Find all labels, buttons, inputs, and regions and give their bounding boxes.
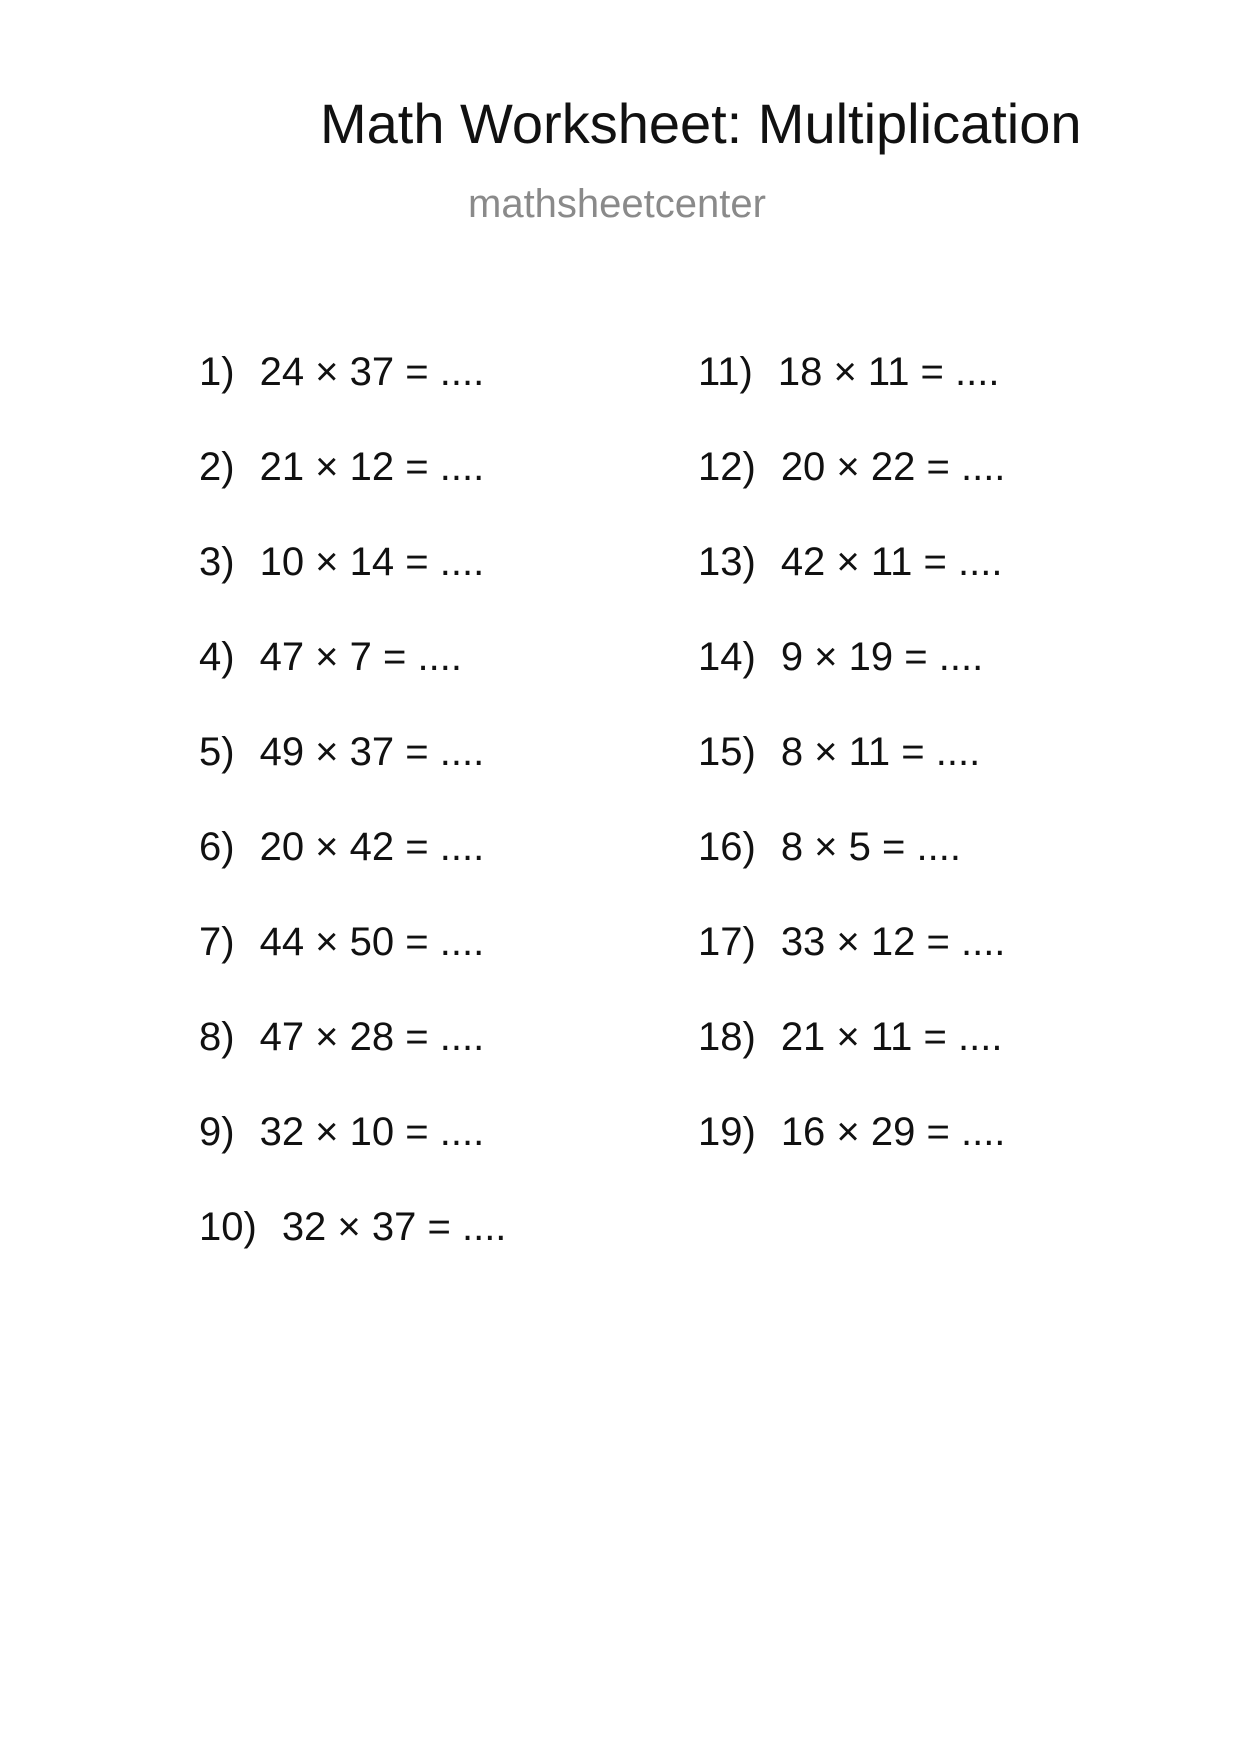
problem-expression: 16 × 29 = ....	[780, 1110, 1006, 1154]
problem-item	[199, 918, 506, 1013]
problem-item	[199, 1013, 506, 1108]
problem-expression: 10 × 14 = ....	[259, 540, 485, 584]
problem-number: 15)	[698, 730, 756, 774]
problem-item	[698, 1013, 1005, 1108]
problem-expression: 9 × 19 = ....	[780, 635, 984, 679]
problem-item	[199, 1203, 506, 1298]
worksheet-source: mathsheetcenter	[468, 182, 766, 226]
problem-number: 19)	[698, 1110, 756, 1154]
problem-expression: 20 × 22 = ....	[780, 445, 1006, 489]
problem-item	[199, 1108, 506, 1203]
problem-expression: 49 × 37 = ....	[259, 730, 485, 774]
problem-expression: 32 × 10 = ....	[259, 1110, 485, 1154]
problem-expression: 47 × 7 = ....	[259, 635, 462, 679]
problem-number: 13)	[698, 540, 756, 584]
problem-expression: 8 × 11 = ....	[780, 730, 981, 774]
problem-item	[199, 348, 506, 443]
problem-item	[698, 728, 1005, 823]
problem-expression: 21 × 12 = ....	[259, 445, 485, 489]
problem-expression: 44 × 50 = ....	[259, 920, 485, 964]
problem-expression: 24 × 37 = ....	[259, 350, 485, 394]
problem-expression: 32 × 37 = ....	[281, 1205, 507, 1249]
problem-number: 9)	[199, 1110, 235, 1154]
problem-number: 14)	[698, 635, 756, 679]
problem-expression: 33 × 12 = ....	[780, 920, 1006, 964]
problem-number: 10)	[199, 1205, 257, 1249]
problem-number: 11)	[698, 350, 753, 394]
problem-item	[698, 348, 1005, 443]
worksheet-title: Math Worksheet: Multiplication	[320, 92, 1082, 155]
problem-number: 6)	[199, 825, 235, 869]
problem-item	[199, 728, 506, 823]
problem-item	[199, 538, 506, 633]
problem-item	[698, 1108, 1005, 1203]
problem-number: 17)	[698, 920, 756, 964]
problem-item	[698, 633, 1005, 728]
problem-number: 18)	[698, 1015, 756, 1059]
problems-left-column	[199, 348, 506, 1298]
problem-expression: 8 × 5 = ....	[780, 825, 961, 869]
problem-number: 12)	[698, 445, 756, 489]
problem-number: 3)	[199, 540, 235, 584]
problem-item	[199, 823, 506, 918]
problem-number: 4)	[199, 635, 235, 679]
problem-item	[199, 443, 506, 538]
problem-number: 5)	[199, 730, 235, 774]
problem-expression: 42 × 11 = ....	[780, 540, 1003, 584]
problem-item	[698, 918, 1005, 1013]
problem-number: 1)	[199, 350, 235, 394]
problem-number: 2)	[199, 445, 235, 489]
problem-number: 7)	[199, 920, 235, 964]
problems-right-column	[698, 348, 1005, 1203]
problem-expression: 18 × 11 = ....	[777, 350, 1000, 394]
problem-item	[698, 538, 1005, 633]
problem-item	[698, 823, 1005, 918]
problem-item	[698, 443, 1005, 538]
problem-expression: 20 × 42 = ....	[259, 825, 485, 869]
problem-number: 8)	[199, 1015, 235, 1059]
problem-item	[199, 633, 506, 728]
problem-number: 16)	[698, 825, 756, 869]
problem-expression: 21 × 11 = ....	[780, 1015, 1003, 1059]
problem-expression: 47 × 28 = ....	[259, 1015, 485, 1059]
